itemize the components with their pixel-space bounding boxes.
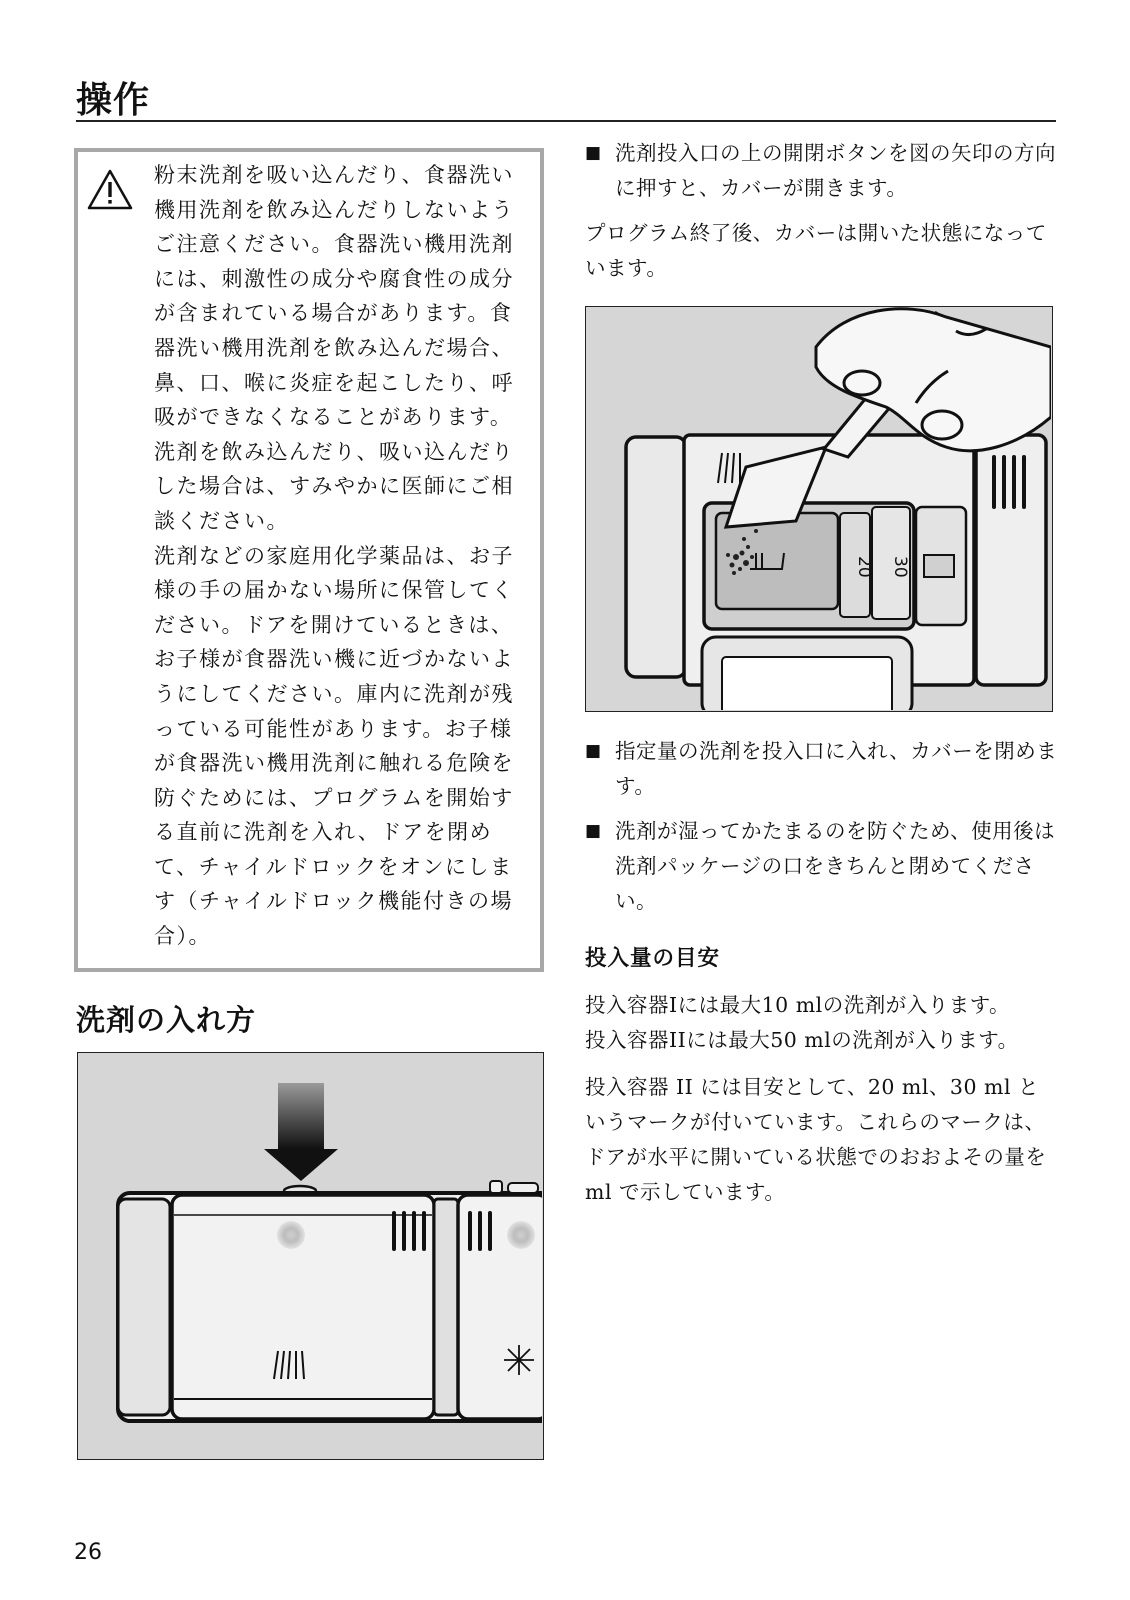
note-1: プログラム終了後、カバーは開いた状態になっています。 — [585, 221, 1047, 280]
dosage-line-2: 投入容器IIには最大50 mlの洗剤が入ります。 — [585, 1028, 1019, 1052]
step-1 — [585, 136, 1060, 206]
mark-30-label: 30 — [890, 556, 910, 578]
step-1-text: 洗剤投入口の上の開閉ボタンを図の矢印の方向に押すと、カバーが開きます。 — [615, 141, 1056, 200]
step-2-text: 指定量の洗剤を投入口に入れ、カバーを閉めます。 — [615, 739, 1058, 798]
dosage-line-1: 投入容器Iには最大10 mlの洗剤が入ります。 — [585, 993, 1011, 1017]
dosage-heading: 投入量の目安 — [585, 946, 721, 971]
dispenser-closed-illustration — [77, 1052, 544, 1460]
page-number: 26 — [74, 1540, 102, 1565]
warning-paragraph-2: 洗剤などの家庭用化学薬品は、お子様の手の届かない場所に保管してください。ドアを開けているときは、お子様が食器洗い機に近づかないようにしてください。庫内に洗剤が残っている可能性があります。お子様が食器洗い機用洗剤に触れる危険を防ぐためには、プログラムを開始する直前に洗剤を入れ、ドアを閉めて、チャイルドロックをオンにします（チャイルドロック機能付きの場合）。 — [154, 543, 514, 949]
step-3-text: 洗剤が湿ってかたまるのを防ぐため、使用後は洗剤パッケージの口をきちんと閉めてください。 — [615, 819, 1056, 913]
bullet-icon: ■ — [585, 143, 602, 163]
bullet-icon: ■ — [585, 741, 602, 761]
warning-text — [154, 158, 534, 954]
down-arrow-icon — [264, 1083, 338, 1181]
mark-20-label: 20 — [854, 556, 874, 578]
dosage-note: 投入容器 II には目安として、20 ml、30 ml というマークが付いています。これらのマークは、ドアが水平に開いている状態でのおおよその量を ml で示しています。 — [585, 1075, 1047, 1204]
bullet-icon: ■ — [585, 821, 602, 841]
section-heading: 洗剤の入れ方 — [76, 1003, 257, 1037]
warning-paragraph-1: 粉末洗剤を吸い込んだり、食器洗い機用洗剤を飲み込んだりしないようご注意ください。食器洗い機用洗剤には、刺激性の成分や腐食性の成分が含まれている場合があります。食器洗い機用洗剤を飲み込んだ場合、鼻、口、喉に炎症を起こしたり、呼吸ができなくなることがあります。洗剤を飲み込んだり、吸い込んだりした場合は、すみやかに医師にご相談ください。 — [154, 163, 514, 533]
page-title: 操作 — [76, 80, 151, 121]
warning-triangle-icon — [86, 168, 134, 212]
title-divider — [76, 120, 1056, 122]
warning-box — [74, 148, 544, 972]
step-3 — [585, 814, 1060, 919]
detergent-filling-illustration — [585, 306, 1053, 712]
rinse-aid-symbol-icon — [504, 1345, 534, 1375]
step-2 — [585, 734, 1060, 804]
